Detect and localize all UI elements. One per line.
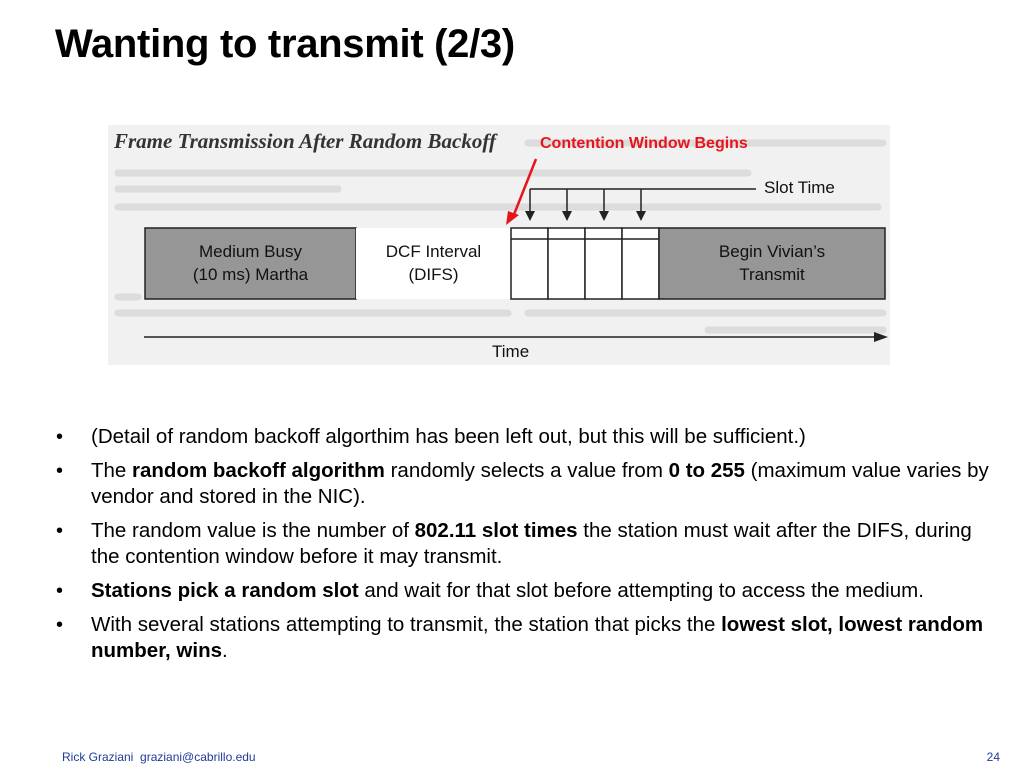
slot-time-label: Slot Time [764, 178, 835, 197]
figure-heading: Frame Transmission After Random Backoff [114, 129, 496, 153]
bullet-bold-text: 802.11 slot times [414, 519, 578, 542]
bullet-dot-icon: • [56, 426, 64, 448]
bullet-list [50, 424, 1000, 672]
bullet-text: (Detail of random backoff algorthim has been left out, but this will be sufficient.) [91, 425, 806, 448]
begin-transmit-label: Begin Vivian’s Transmit [718, 242, 826, 284]
backoff-figure [108, 125, 890, 365]
bullet-dot-icon: • [56, 460, 64, 482]
bullet-text: randomly selects a value from [384, 459, 669, 482]
bullet-text: the station must wait after the DIFS, during the contention window before it may transmit. [91, 519, 972, 568]
bullet-item [50, 612, 1000, 664]
bullet-text: With several stations attempting to transmit, the station that picks the [91, 613, 722, 636]
slide-title: Wanting to transmit (2/3) [55, 22, 515, 66]
bullet-dot-icon: • [56, 520, 64, 542]
bullet-bold-text: lowest slot, lowest random number, wins [91, 613, 984, 662]
bullet-text: (maximum value varies by vendor and stored in the NIC). [91, 459, 989, 508]
bullet-bold-text: random backoff algorithm [132, 459, 385, 482]
bullet-dot-icon: • [56, 580, 64, 602]
bullet-item [50, 458, 1000, 510]
bullet-text: The random value is the number of [91, 519, 415, 542]
bullet-bold-text: Stations pick a random slot [91, 579, 359, 602]
bullet-text: and wait for that slot before attempting to access the medium. [358, 579, 924, 602]
bullet-dot-icon: • [56, 614, 64, 636]
bullet-bold-text: 0 to 255 [668, 459, 745, 482]
bullet-item [50, 578, 1000, 604]
bullet-text: The [91, 459, 133, 482]
dcf-interval-label: DCF Interval (DIFS) [385, 242, 482, 284]
bullet-text: . [222, 639, 228, 662]
time-axis-label: Time [492, 342, 530, 361]
medium-busy-label: Medium Busy (10 ms) Martha [192, 242, 309, 284]
page-number: 24 [986, 750, 1000, 764]
footer-email: graziani@cabrillo.edu [140, 750, 256, 764]
footer-author: Rick Graziani graziani@cabrillo.edu [62, 750, 256, 764]
contention-window-label: Contention Window Begins [540, 135, 748, 152]
bullet-item [50, 424, 1000, 450]
bullet-item [50, 518, 1000, 570]
